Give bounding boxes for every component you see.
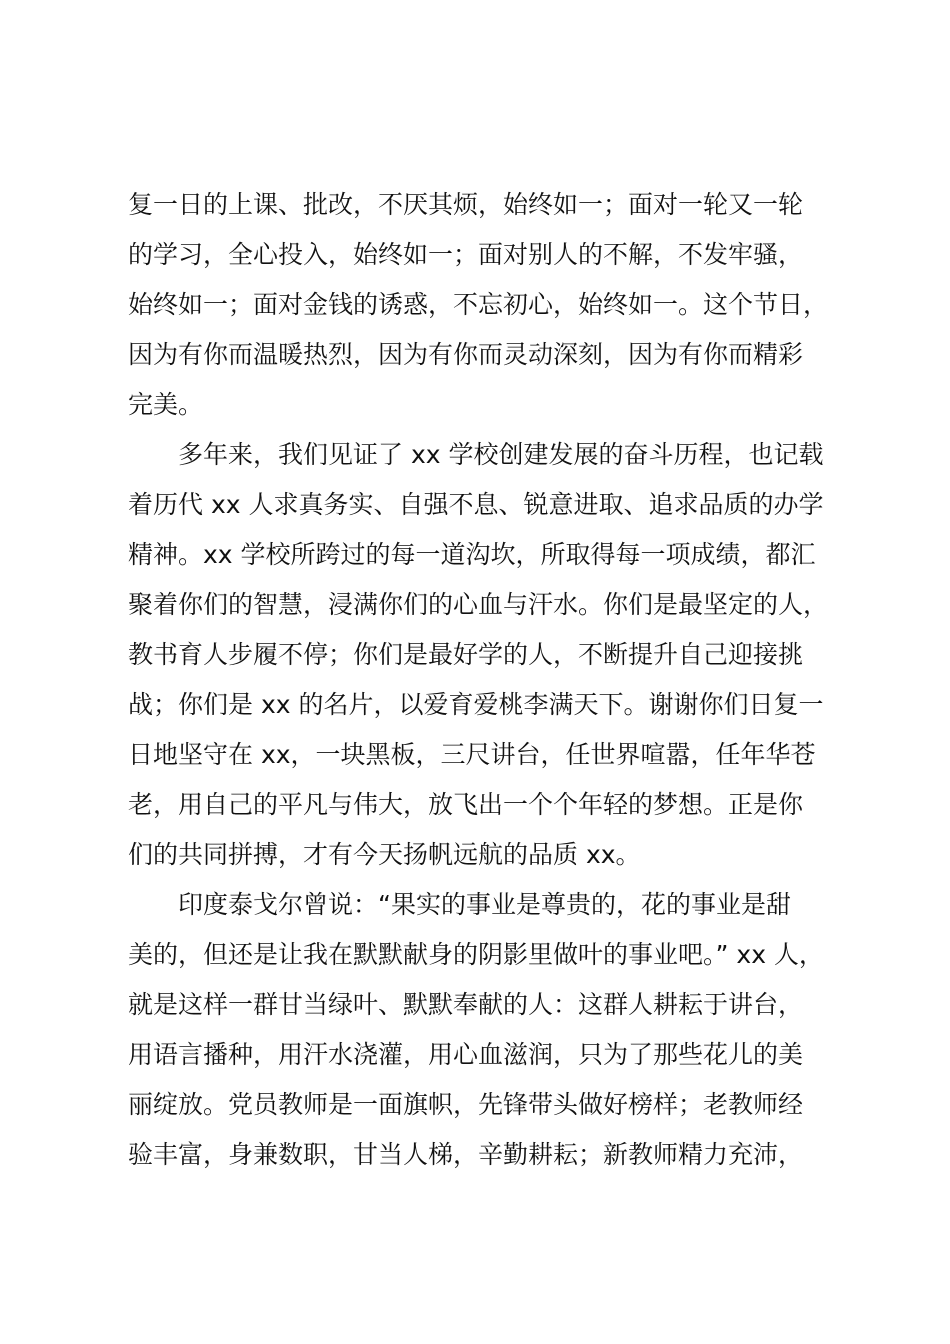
text-line: 因为有你而温暖热烈，因为有你而灵动深刻，因为有你而精彩 — [128, 340, 804, 369]
body-text — [128, 180, 828, 1180]
text-line: 就是这样一群甘当绿叶、默默奉献的人：这群人耕耘于讲台， — [128, 990, 804, 1019]
text-line: 着历代 xx 人求真务实、自强不息、锐意进取、追求品质的办学 — [128, 490, 824, 519]
text-line: 验丰富，身兼数职，甘当人梯，辛勤耕耘；新教师精力充沛， — [128, 1140, 804, 1169]
text-line: 丽绽放。党员教师是一面旗帜，先锋带头做好榜样；老教师经 — [128, 1090, 804, 1119]
text-line: 用语言播种，用汗水浇灌，用心血滋润，只为了那些花儿的美 — [128, 1040, 804, 1069]
text-line: 始终如一；面对金钱的诱惑，不忘初心，始终如一。这个节日， — [128, 290, 829, 319]
text-line: 精神。xx 学校所跨过的每一道沟坎，所取得每一项成绩，都汇 — [128, 540, 816, 569]
text-line: 复一日的上课、批改，不厌其烦，始终如一；面对一轮又一轮 — [128, 190, 804, 219]
text-line: 老，用自己的平凡与伟大，放飞出一个个年轻的梦想。正是你 — [128, 790, 804, 819]
text-line: 完美。 — [128, 390, 204, 419]
paragraph-start-line: 多年来，我们见证了 xx 学校创建发展的奋斗历程，也记载 — [178, 440, 824, 469]
paragraph-start-line: 印度泰戈尔曾说：“果实的事业是尊贵的，花的事业是甜 — [178, 890, 791, 919]
text-line: 聚着你们的智慧，浸满你们的心血与汗水。你们是最坚定的人， — [128, 590, 829, 619]
text-line: 美的，但还是让我在默默献身的阴影里做叶的事业吧。” xx 人， — [128, 940, 824, 969]
text-line: 的学习，全心投入，始终如一；面对别人的不解，不发牢骚， — [128, 240, 804, 269]
text-line: 教书育人步履不停；你们是最好学的人，不断提升自己迎接挑 — [128, 640, 804, 669]
text-line: 战；你们是 xx 的名片，以爱育爱桃李满天下。谢谢你们日复一 — [128, 690, 824, 719]
text-line: 们的共同拼搏，才有今天扬帆远航的品质 xx。 — [128, 840, 641, 869]
text-line: 日地坚守在 xx，一块黑板，三尺讲台，任世界喧嚣，任年华苍 — [128, 740, 816, 769]
